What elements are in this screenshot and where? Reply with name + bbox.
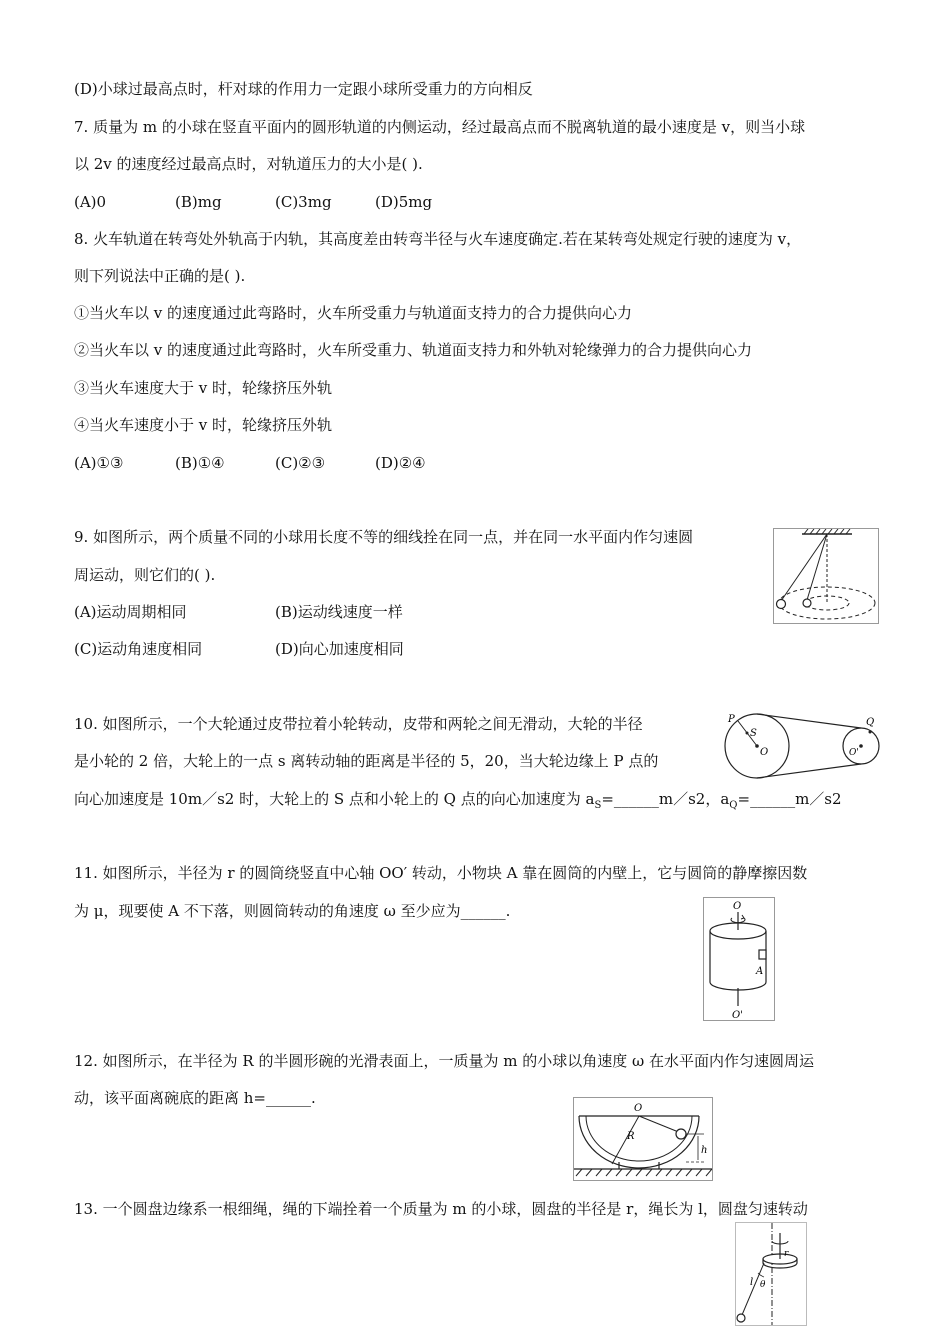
q9-conical-pendulum-figure [773, 528, 879, 624]
q7-option-c: (C)3mg [275, 193, 332, 211]
q10-label-o: O [760, 747, 769, 758]
q10-stem-line2: 是小轮的 2 倍，大轮上的一点 s 离转动轴的距离是半径的 5，20，当大轮边缘上 P 点的 [74, 752, 659, 770]
q8-stem-line2: 则下列说法中正确的是( ). [74, 267, 246, 285]
q10-label-q: Q [866, 717, 875, 728]
q10-label-s: S [750, 728, 757, 739]
q9-option-c: (C)运动角速度相同 [74, 640, 203, 658]
q8-statement-1: ①当火车以 v 的速度通过此弯路时，火车所受重力与轨道面支持力的合力提供向心力 [74, 304, 633, 322]
q8-statement-3: ③当火车速度大于 v 时，轮缘挤压外轨 [74, 379, 333, 397]
q8-option-c: (C)②③ [275, 454, 326, 472]
q8-option-b: (B)①④ [175, 454, 225, 472]
q7-option-b: (B)mg [175, 193, 222, 211]
q12-stem-line1: 12. 如图所示，在半径为 R 的半圆形碗的光滑表面上，一质量为 m 的小球以角速度 ω 在水平面内作匀速圆周运 [74, 1052, 814, 1070]
q7-option-a: (A)0 [74, 193, 107, 211]
q13-label-r: r [784, 1249, 789, 1259]
q7-option-d: (D)5mg [375, 193, 433, 211]
q7-stem-line2: 以 2v 的速度经过最高点时，对轨道压力的大小是( ). [74, 155, 423, 173]
q9-stem-line2: 周运动，则它们的( ). [74, 566, 216, 584]
q11-stem-line1: 11. 如图所示，半径为 r 的圆筒绕竖直中心轴 OO′ 转动，小物块 A 靠在圆筒的内壁上，它与圆筒的静摩擦因数 [74, 864, 808, 882]
q10-belt-pulley-figure [716, 711, 906, 781]
q13-rotating-disk-pendulum-figure [735, 1222, 807, 1326]
q12-label-o: O [634, 1103, 643, 1114]
q8-option-a: (A)①③ [74, 454, 124, 472]
q11-label-a: A [756, 966, 764, 977]
q12-hemispherical-bowl-figure [573, 1097, 713, 1181]
q13-label-l: l [750, 1277, 754, 1288]
q13-stem-line1: 13. 一个圆盘边缘系一根细绳，绳的下端拴着一个质量为 m 的小球，圆盘的半径是 r，绳长为 l，圆盘匀速转动 [74, 1200, 808, 1218]
q9-option-b: (B)运动线速度一样 [275, 603, 403, 621]
q10-label-p: P [728, 714, 735, 725]
q11-label-o: O [733, 901, 742, 912]
q13-label-theta: θ [760, 1280, 766, 1290]
q11-stem-line2: 为 μ，现要使 A 不下落，则圆筒转动的角速度 ω 至少应为______. [74, 902, 511, 920]
q10-stem-line1: 10. 如图所示，一个大轮通过皮带拉着小轮转动，皮带和两轮之间无滑动，大轮的半径 [74, 715, 643, 733]
q6-option-d: (D)小球过最高点时，杆对球的作用力一定跟小球所受重力的方向相反 [74, 80, 533, 98]
q11-rotating-cylinder-figure [703, 897, 775, 1021]
q7-stem-line1: 7. 质量为 m 的小球在竖直平面内的圆形轨道的内侧运动，经过最高点而不脱离轨道的最小速度是 v，则当小球 [74, 118, 806, 136]
q10-label-o-prime: O' [849, 748, 859, 758]
q11-label-o-prime: O' [732, 1010, 743, 1020]
q12-stem-line2: 动，该平面离碗底的距离 h=______. [74, 1089, 316, 1107]
q10-stem-line3: 向心加速度是 10m／s2 时，大轮上的 S 点和小轮上的 Q 点的向心加速度为 $a_S=\_\_\_\_\_\_m/s2$，$a_Q=\_\_\_\_\_\_m/s2$ [74, 790, 842, 811]
q9-option-d: (D)向心加速度相同 [275, 640, 404, 658]
q9-option-a: (A)运动周期相同 [74, 603, 187, 621]
q8-statement-2: ②当火车以 v 的速度通过此弯路时，火车所受重力、轨道面支持力和外轨对轮缘弹力的合力提供向心力 [74, 341, 753, 359]
q9-stem-line1: 9. 如图所示，两个质量不同的小球用长度不等的细线拴在同一点，并在同一水平面内作匀速圆 [74, 528, 694, 546]
q8-statement-4: ④当火车速度小于 v 时，轮缘挤压外轨 [74, 416, 333, 434]
q8-stem-line1: 8. 火车轨道在转弯处外轨高于内轨，其高度差由转弯半径与火车速度确定.若在某转弯处规定行驶的速度为 v， [74, 230, 802, 248]
q12-label-h: h [701, 1145, 708, 1156]
q8-option-d: (D)②④ [375, 454, 426, 472]
q12-label-r: R [627, 1131, 635, 1142]
